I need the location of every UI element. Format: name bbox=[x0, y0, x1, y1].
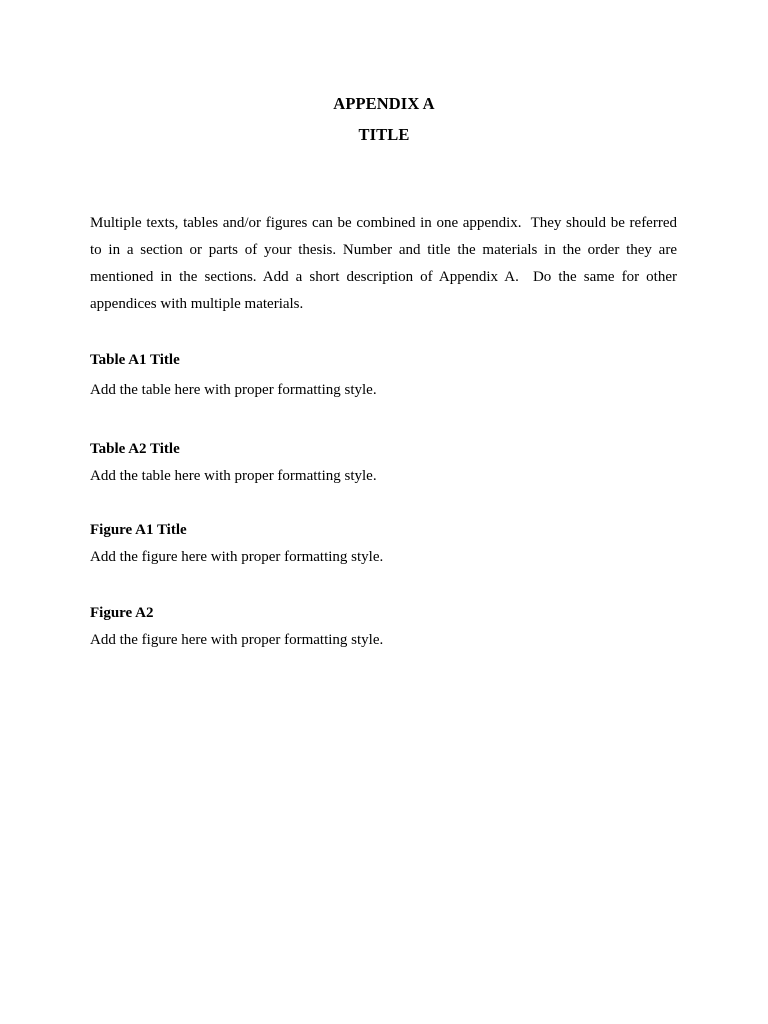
intro-line: appendices with multiple materials. bbox=[90, 296, 304, 312]
figure-a1-title: Figure A1 Title bbox=[90, 522, 187, 538]
table-a1-description: Add the table here with proper formatting style. bbox=[90, 382, 377, 398]
figure-a2-description: Add the figure here with proper formatting style. bbox=[90, 632, 384, 648]
table-a2-description: Add the table here with proper formatting style. bbox=[90, 468, 377, 484]
figure-a1-description: Add the figure here with proper formatting style. bbox=[90, 549, 384, 565]
table-a2-title: Table A2 Title bbox=[90, 441, 180, 457]
appendix-title: TITLE bbox=[358, 125, 410, 144]
intro-line: to in a section or parts of your thesis. Number and title the materials in the order they are bbox=[90, 242, 677, 258]
appendix-heading: APPENDIX A bbox=[333, 94, 435, 113]
intro-line: mentioned in the sections. Add a short description of Appendix A. Do the same for other bbox=[90, 269, 677, 285]
intro-line: Multiple texts, tables and/or figures can be combined in one appendix. They should be referred bbox=[90, 215, 677, 231]
table-a1-title: Table A1 Title bbox=[90, 352, 180, 368]
figure-a2-title: Figure A2 bbox=[90, 605, 154, 621]
intro-paragraph bbox=[90, 210, 677, 318]
